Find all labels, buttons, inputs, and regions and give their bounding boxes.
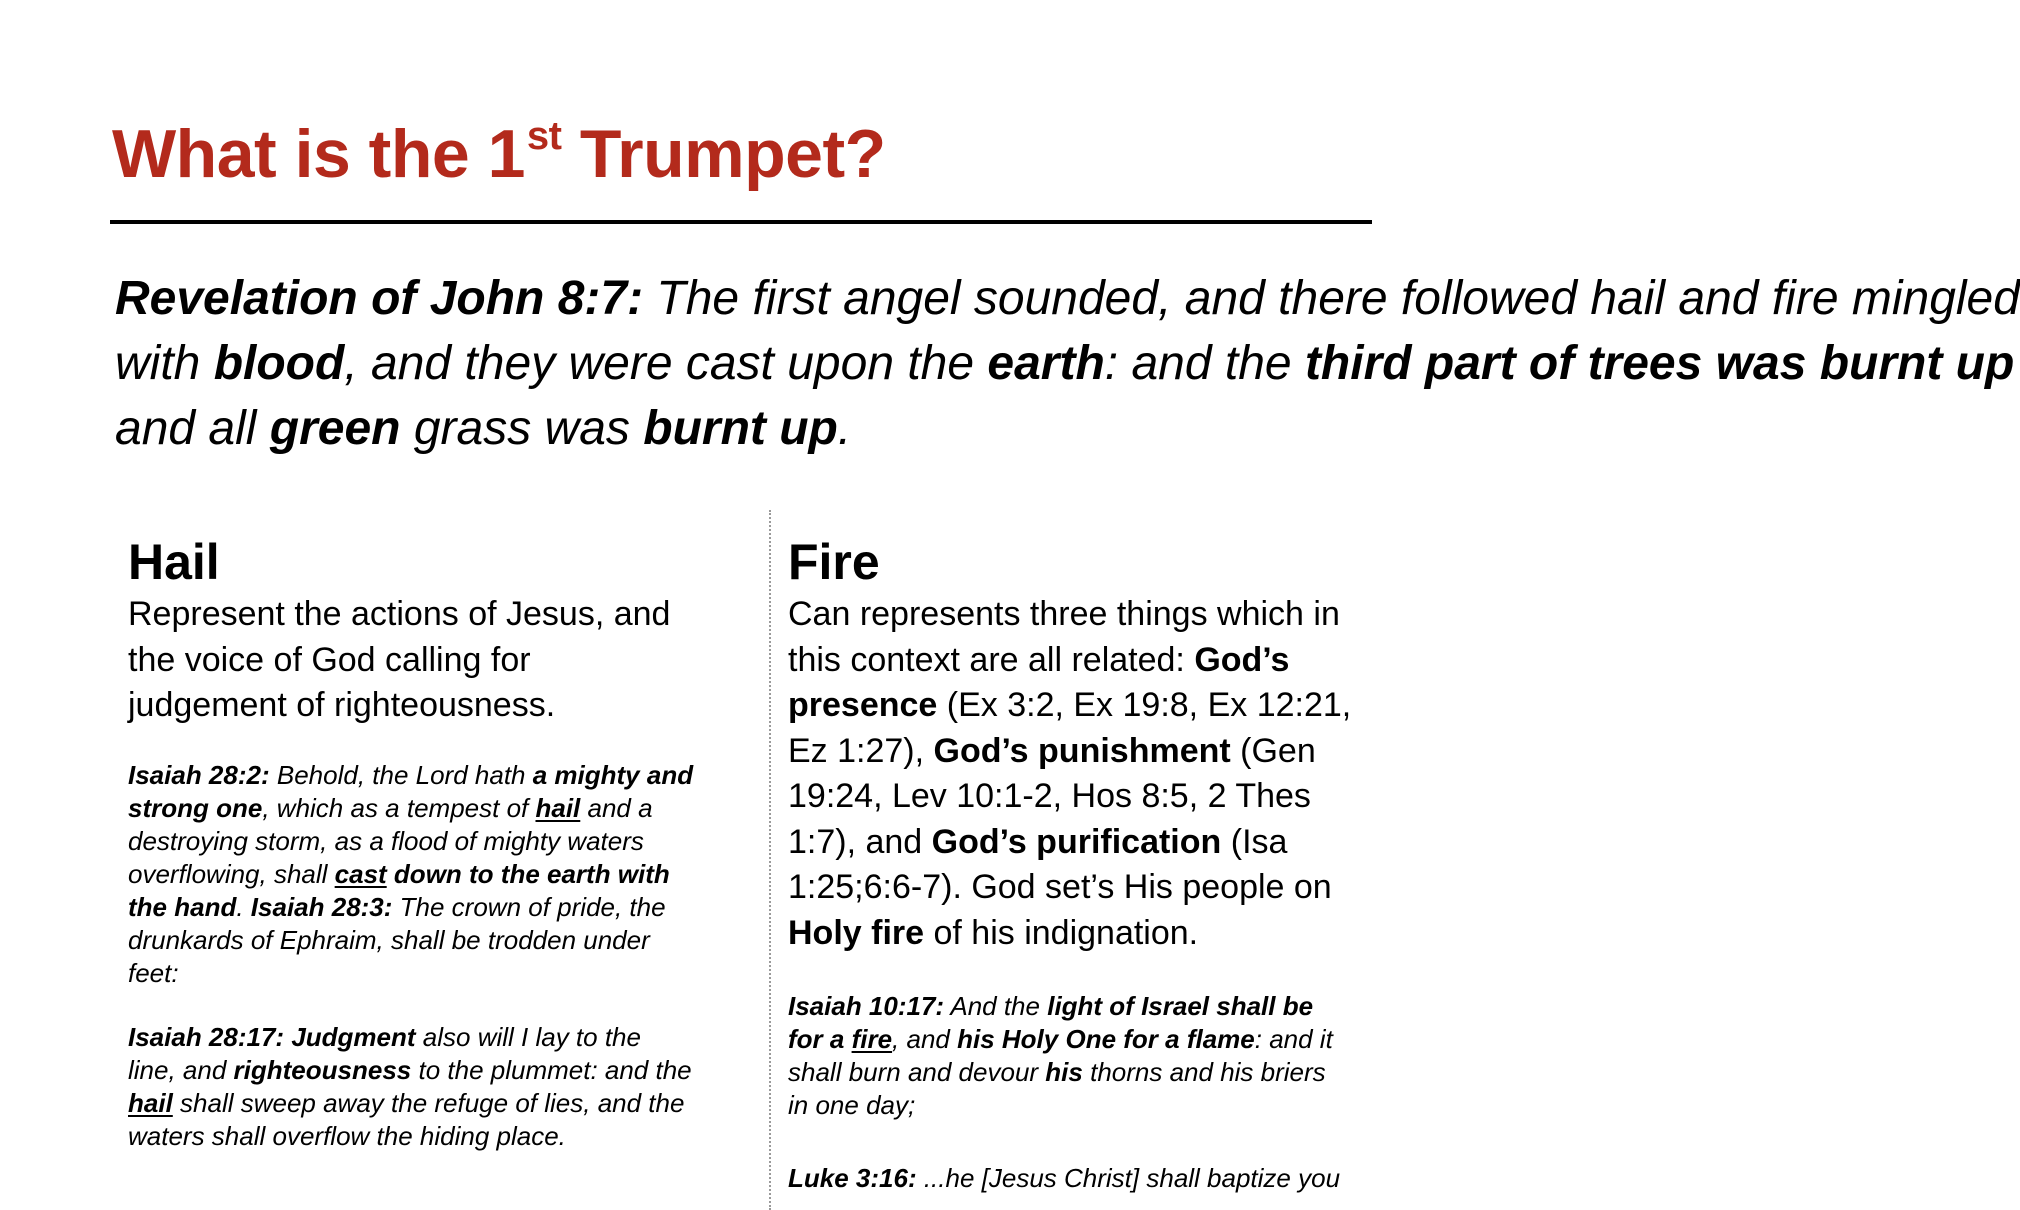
quote-emphasis: a mighty and <box>532 759 694 790</box>
verse-text: grass was <box>400 402 644 455</box>
quote-reference: Isaiah 28:3: <box>250 891 393 922</box>
quote-underline: cast <box>334 858 387 889</box>
quote-reference: Isaiah 10:17: <box>788 991 945 1021</box>
hail-quote-isaiah-28-17 <box>128 1021 758 1153</box>
description-text: 1:7), and <box>788 822 932 861</box>
quote-text: thorns and his briers <box>1082 1057 1326 1087</box>
quote-text: overflowing, shall <box>128 858 335 889</box>
quote-text: destroying storm, as a flood of mighty waters <box>128 825 644 856</box>
quote-text: line, and <box>128 1054 234 1085</box>
title-rule <box>110 220 1372 224</box>
quote-text: : and it <box>1254 1024 1333 1054</box>
description-text: 1:25;6:6-7). God set’s His people on <box>788 868 1332 906</box>
quote-emphasis: strong one <box>128 792 263 823</box>
description-emphasis: presence <box>788 686 938 724</box>
quote-emphasis: his Holy One for a flame <box>957 1024 1255 1054</box>
description-emphasis: God’s <box>1194 640 1290 679</box>
description-text: Ez 1:27), <box>788 731 934 770</box>
description-line: Represent the actions of Jesus, and <box>128 595 671 633</box>
verse-emphasis: blood <box>213 337 345 390</box>
quote-text: shall burn and devour <box>788 1057 1046 1087</box>
description-text: (Ex 3:2, Ex 19:8, Ex 12:21, <box>937 686 1352 724</box>
verse-text: with <box>115 337 214 390</box>
key-verse <box>115 266 2020 461</box>
verse-emphasis: burnt up <box>643 402 838 455</box>
fire-quote-luke-3-16 <box>788 1162 1428 1195</box>
title-ordinal-suffix: st <box>526 114 562 158</box>
verse-text: . <box>837 402 852 455</box>
quote-text: Behold, the Lord hath <box>269 759 533 790</box>
verse-text: and all <box>115 402 270 455</box>
description-text: 19:24, Lev 10:1-2, Hos 8:5, 2 Thes <box>788 777 1311 815</box>
hail-quote-isaiah-28-2 <box>128 759 758 990</box>
quote-text: ...he [Jesus Christ] shall baptize you <box>916 1163 1341 1193</box>
hail-heading: Hail <box>128 534 220 590</box>
quote-text: to the plummet: and the <box>411 1054 692 1085</box>
fire-quote-isaiah-10-17 <box>788 990 1428 1122</box>
description-text: of his indignation. <box>924 913 1199 952</box>
description-text: this context are all related: <box>788 640 1195 679</box>
page-title <box>112 104 886 214</box>
quote-emphasis: down to the earth with <box>386 858 670 889</box>
description-line: the voice of God calling for <box>128 640 531 679</box>
description-emphasis: God’s purification <box>931 822 1222 861</box>
quote-emphasis: righteousness <box>233 1054 412 1085</box>
description-line: Can represents three things which in <box>788 595 1340 633</box>
verse-text: : and the <box>1104 337 1305 390</box>
quote-underline: hail <box>535 792 581 823</box>
description-emphasis: God’s punishment <box>933 731 1231 770</box>
verse-text: , and they were cast upon the <box>344 337 988 390</box>
quote-text: feet: <box>128 957 179 988</box>
quote-emphasis: Judgment <box>291 1021 416 1052</box>
quote-reference: Isaiah 28:17: <box>128 1021 292 1052</box>
quote-underline: fire <box>851 1024 893 1054</box>
verse-emphasis: third part of trees was burnt up <box>1304 337 2015 390</box>
column-divider <box>769 510 771 1210</box>
quote-emphasis: light of Israel shall be <box>1047 991 1314 1021</box>
quote-emphasis: for a <box>788 1024 852 1054</box>
quote-text: , and <box>892 1024 958 1054</box>
fire-description <box>788 592 1428 956</box>
hail-section <box>128 532 758 1153</box>
quote-text: and a <box>580 792 653 823</box>
fire-section <box>788 532 1428 1195</box>
description-text: (Gen <box>1230 731 1316 770</box>
quote-text: The crown of pride, the <box>392 891 666 922</box>
verse-emphasis: green <box>269 402 401 455</box>
fire-heading: Fire <box>788 534 880 590</box>
description-text: (Isa <box>1221 822 1288 861</box>
quote-text: And the <box>944 991 1048 1021</box>
quote-text: waters shall overflow the hiding place. <box>128 1120 566 1151</box>
quote-text: , which as a tempest of <box>262 792 536 823</box>
verse-text: The first angel sounded, and there followed hail and fire mingled <box>643 272 2020 325</box>
quote-text: . <box>236 891 251 922</box>
quote-text: also will I lay to the <box>415 1021 641 1052</box>
verse-reference: Revelation of John 8:7: <box>115 272 644 325</box>
description-line: judgement of righteousness. <box>128 686 556 724</box>
quote-text: in one day; <box>788 1090 916 1120</box>
title-text: What is the 1 <box>112 116 525 192</box>
quote-emphasis: the hand <box>128 891 237 922</box>
title-text-end: Trumpet? <box>561 116 886 192</box>
quote-reference: Luke 3:16: <box>788 1163 917 1193</box>
quote-underline: hail <box>128 1087 173 1118</box>
quote-reference: Isaiah 28:2: <box>128 759 270 790</box>
hail-description <box>128 592 758 729</box>
description-emphasis: Holy fire <box>788 913 925 952</box>
quote-emphasis: his <box>1045 1057 1083 1087</box>
quote-text: shall sweep away the refuge of lies, and the <box>172 1087 685 1118</box>
verse-emphasis: earth <box>987 337 1105 390</box>
quote-text: drunkards of Ephraim, shall be trodden under <box>128 924 650 955</box>
